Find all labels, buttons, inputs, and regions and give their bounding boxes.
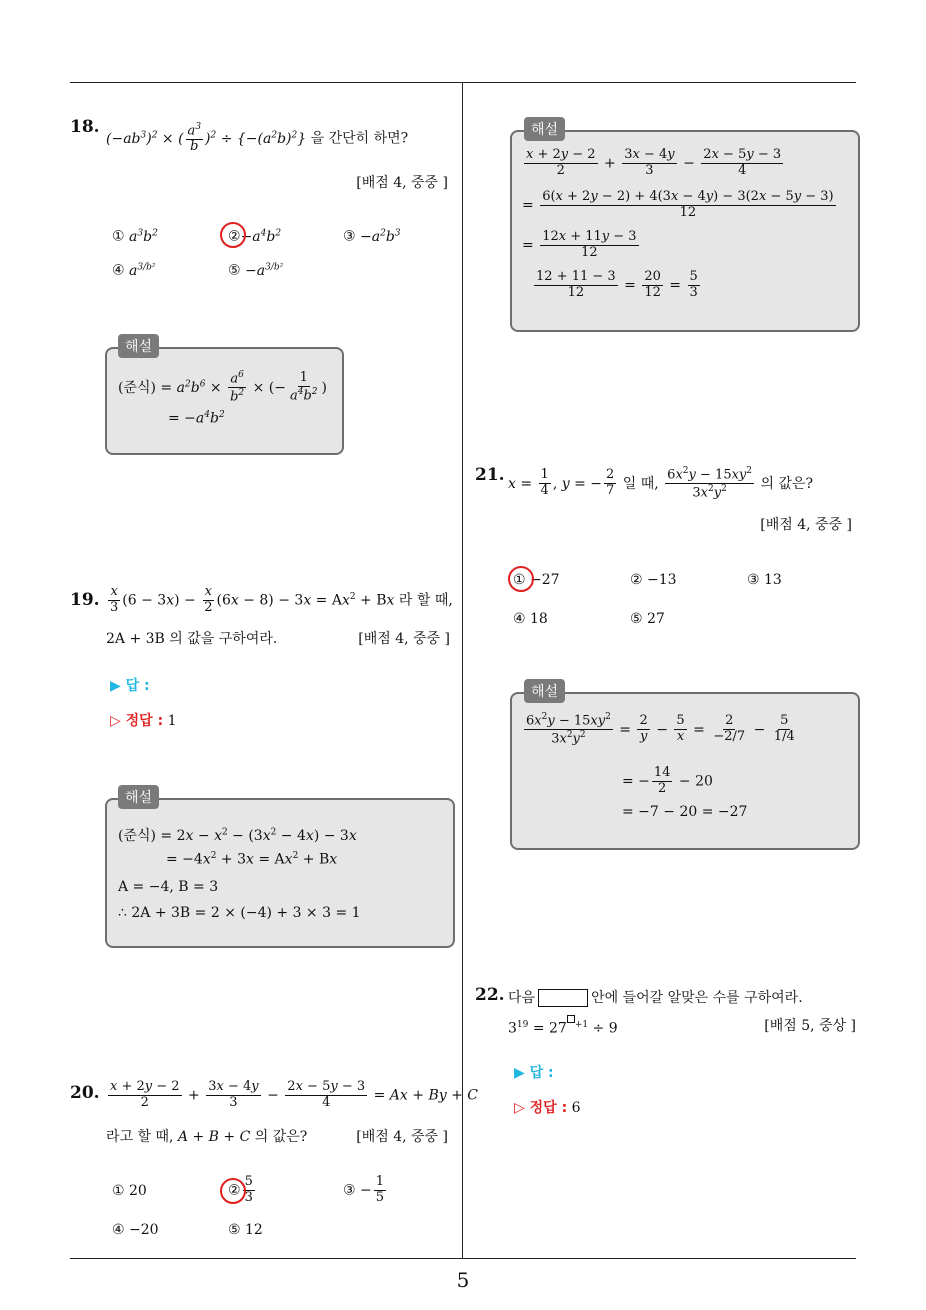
q18-number: 18. bbox=[70, 117, 100, 137]
q18-choice-5[interactable]: ⑤ $-a^{3/b^2}$ bbox=[228, 262, 284, 279]
q18-choice-4[interactable]: ④ $a^{3/b^2}$ bbox=[112, 262, 156, 279]
q21-choice-3[interactable]: ③ 13 bbox=[747, 572, 782, 588]
q19-answer-field[interactable]: ▶ 답 : bbox=[110, 678, 150, 694]
q20-explanation-tag: 해설 bbox=[524, 117, 565, 141]
q21-mid: 일 때, bbox=[622, 475, 659, 492]
q19-explanation-line3: A = −4, B = 3 bbox=[118, 879, 219, 895]
q20-choice-4[interactable]: ④ −20 bbox=[112, 1222, 159, 1238]
q20-number: 20. bbox=[70, 1083, 100, 1103]
page-number: 5 bbox=[456, 1268, 470, 1292]
q18-choice-2[interactable]: $②-a^4b^2$ bbox=[228, 228, 282, 245]
q18-explanation-line1: (준식) = $a^2b^6$ × $\frac{a^6}{b^2}$ × (− $\frac{1}{a^4b^2}$ ) bbox=[118, 370, 327, 405]
q19-number: 19. bbox=[70, 590, 100, 610]
q21-choice-5[interactable]: ⑤ 27 bbox=[630, 611, 665, 627]
q19-score: [배점 4, 중중 ] bbox=[358, 631, 450, 647]
q18-selected-mark bbox=[220, 222, 246, 248]
q21-choice-2[interactable]: ② −13 bbox=[630, 572, 677, 588]
q20-explanation-line4: $\frac{12 + 11 - 3}{12}$ = $\frac{20}{12}$ = $\frac{5}{3}$ bbox=[536, 269, 698, 300]
q21-explanation-line1: $\frac{6x^2y - 15xy^2}{3x^2y^2}$ = $\frac{2}{y}$ − $\frac{5}{x}$ = $\frac{2}{-2/7}$ − $\frac{5}{1/4}$ bbox=[526, 712, 795, 747]
q19-correct-answer: ▷ 정답 : 1 bbox=[110, 713, 177, 729]
q20-choice-3[interactable]: ③ − $\frac{1}{5}$ bbox=[343, 1174, 385, 1205]
q21-explanation-line3: = −7 − 20 = −27 bbox=[622, 804, 748, 820]
top-rule bbox=[70, 82, 856, 83]
q20-choice-5[interactable]: ⑤ 12 bbox=[228, 1222, 263, 1238]
q19-explanation-line4: ∴ 2A + 3B = 2 × (−4) + 3 × 3 = 1 bbox=[118, 905, 361, 921]
q18-expression: $(-ab^3)^2$ × ( $\frac{a^3}{b}$ )$^2 \div \{-(a^2b)^2\}$ 을 간단히 하면? bbox=[106, 122, 409, 155]
q19-line2: 2A + 3B 의 값을 구하여라. bbox=[106, 631, 278, 647]
q22-number: 22. bbox=[475, 985, 505, 1005]
q18-tail: 을 간단히 하면? bbox=[310, 130, 409, 147]
q19-explanation-line1: (준식) = $2x - x^2 - (3x^2 - 4x) - 3x$ bbox=[118, 827, 357, 844]
q20-explanation-line3: = $\frac{12x + 11y - 3}{12}$ bbox=[522, 229, 637, 260]
q21-choice-1[interactable]: ① −27 bbox=[513, 572, 560, 588]
q21-expression: x = $\frac{1}{4}$ , y = − $\frac{2}{7}$ 일 때, $\frac{6x^2y - 15xy^2}{3x^2y^2}$ 의 값은? bbox=[508, 466, 813, 501]
q21-tail: 의 값은? bbox=[760, 475, 813, 492]
q21-score: [배점 4, 중중 ] bbox=[760, 517, 852, 533]
q20-line2: 라고 할 때, A + B + C 의 값은? bbox=[106, 1129, 308, 1145]
q22-answer-field[interactable]: ▶ 답 : bbox=[514, 1065, 554, 1081]
q22-score: [배점 5, 중상 ] bbox=[764, 1018, 856, 1034]
q21-explanation-tag: 해설 bbox=[524, 679, 565, 703]
q22-correct-answer: ▷ 정답 : 6 bbox=[514, 1100, 581, 1116]
q21-explanation-line2: = − $\frac{14}{2}$ − 20 bbox=[622, 765, 713, 796]
q20-selected-mark bbox=[220, 1178, 246, 1204]
bottom-rule bbox=[70, 1258, 856, 1259]
q19-explanation-line2: = $-4x^2 + 3x = Ax^2 + Bx$ bbox=[166, 851, 338, 868]
q18-explanation-tag: 해설 bbox=[118, 334, 159, 358]
q20-explanation-line1: $\frac{x + 2y - 2}{2}$ + $\frac{3x - 4y}{3}$ − $\frac{2x - 5y - 3}{4}$ bbox=[526, 147, 782, 178]
q19-tail: 라 할 때, bbox=[398, 592, 453, 609]
q18-choice-1[interactable]: ① $a^3b^2$ bbox=[112, 228, 158, 245]
q20-choice-2[interactable]: ② $\frac{5}{3}$ bbox=[228, 1174, 253, 1205]
q19-explanation-box bbox=[105, 798, 455, 948]
q18-choice-3[interactable]: ③ $-a^2b^3$ bbox=[343, 228, 401, 245]
q19-explanation-tag: 해설 bbox=[118, 785, 159, 809]
q22-question: 다음 안에 들어갈 알맞은 수를 구하여라. bbox=[508, 990, 803, 1006]
q18-score: [배점 4, 중중 ] bbox=[356, 175, 448, 191]
q20-explanation-line2: = $\frac{6(x + 2y - 2) + 4(3x - 4y) - 3(2x - 5y - 3)}{12}$ bbox=[522, 189, 834, 220]
q20-score: [배점 4, 중중 ] bbox=[356, 1129, 448, 1145]
q22-expression: $3^{19} = 27$ $^{+1}$ ÷ 9 bbox=[508, 1015, 618, 1037]
q21-selected-mark bbox=[508, 566, 534, 592]
q20-choice-1[interactable]: ① 20 bbox=[112, 1183, 147, 1199]
q21-choice-4[interactable]: ④ 18 bbox=[513, 611, 548, 627]
q18-explanation-line2: = $-a^4b^2$ bbox=[168, 410, 225, 427]
q19-expression: $\frac{x}{3}$ (6 − 3x) − $\frac{x}{2}$ $(6x - 8) - 3x = Ax^2 + Bx$ 라 할 때, bbox=[110, 584, 453, 615]
q21-number: 21. bbox=[475, 465, 505, 485]
q20-expression: $\frac{x + 2y - 2}{2}$ + $\frac{3x - 4y}{3}$ − $\frac{2x - 5y - 3}{4}$ = Ax + By + C bbox=[110, 1079, 478, 1110]
q22-blank-box bbox=[538, 989, 588, 1007]
